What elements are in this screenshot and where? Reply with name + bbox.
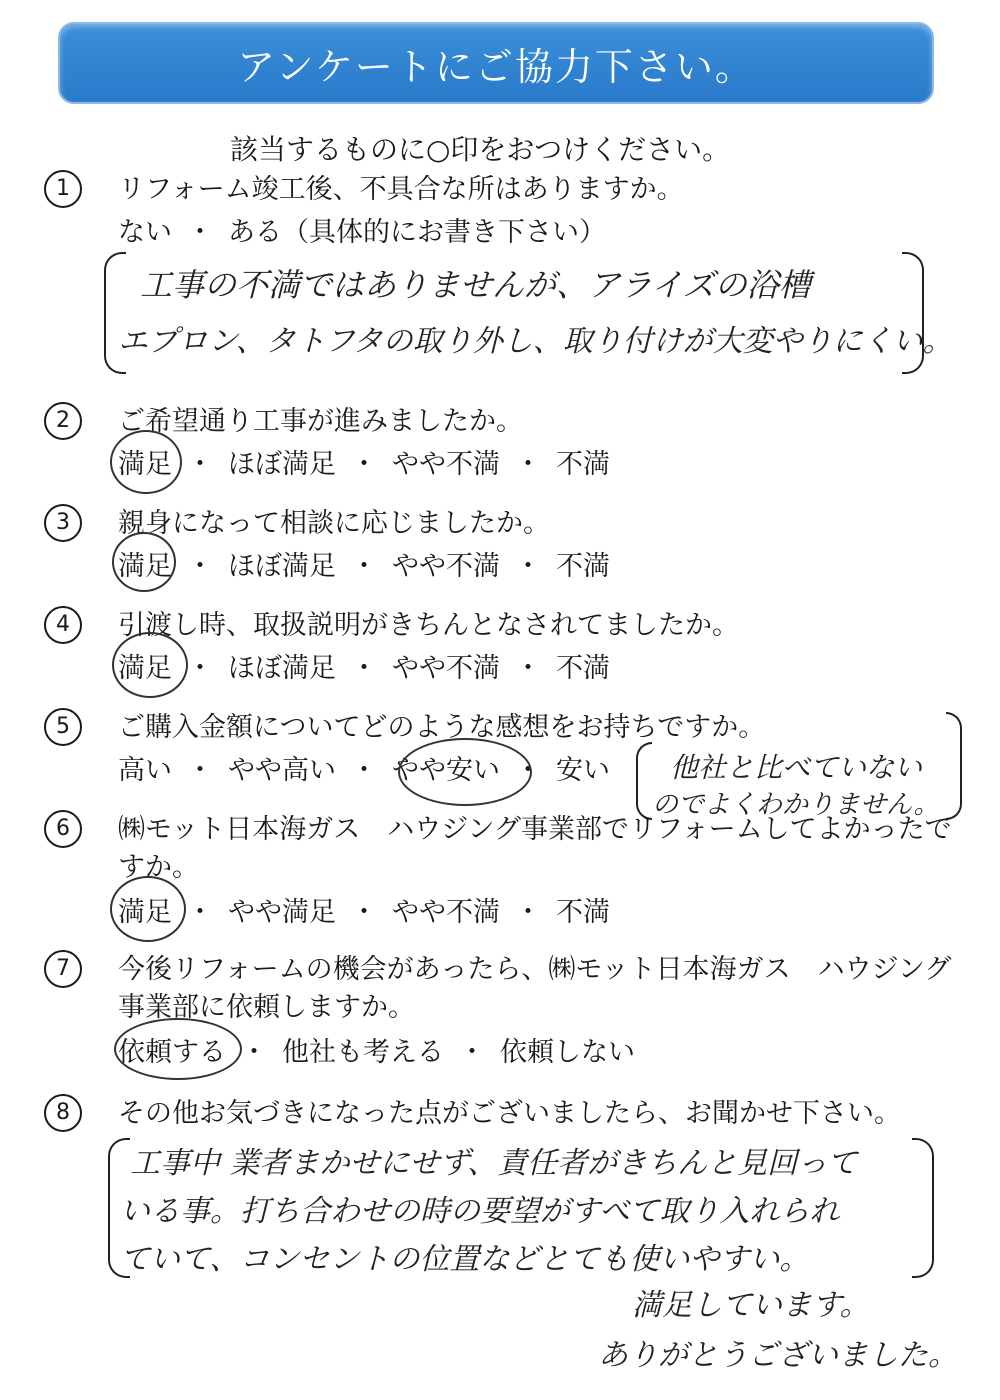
answer-bracket-right [912, 1138, 934, 1278]
survey-title: アンケートにご協力下さい。 [237, 44, 755, 89]
option[interactable]: 不満 [556, 551, 610, 582]
handwritten-answer-line: ていて、コンセントの位置などとても使いやすい。 [120, 1242, 810, 1277]
option-selected[interactable]: 満足 [118, 551, 172, 582]
question-text: 親身になって相談に応じましたか。 [118, 508, 550, 539]
selection-circle [112, 632, 188, 698]
selection-circle [110, 430, 182, 494]
option[interactable]: やや不満 [392, 449, 500, 480]
handwritten-closing-line: 満足しています。 [632, 1288, 870, 1323]
question-text-continued: すか。 [118, 852, 199, 883]
question-text: ご購入金額についてどのような感想をお持ちですか。 [118, 712, 766, 743]
question-text: リフォーム竣工後、不具合な所はありますか。 [118, 174, 684, 205]
option[interactable]: 高い [118, 755, 172, 786]
option-selected[interactable]: やや安い [392, 755, 500, 786]
handwritten-closing-line: ありがとうございました。 [598, 1338, 958, 1373]
question-text: 今後リフォームの機会があったら、㈱モット日本海ガス ハウジング [118, 954, 952, 985]
option[interactable]: 依頼しない [500, 1037, 635, 1068]
option[interactable]: 安い [556, 755, 610, 786]
answer-options: 満足 ・ ほぼ満足 ・ やや不満 ・ 不満 [118, 653, 610, 684]
answer-options: ない ・ ある（具体的にお書き下さい） [118, 217, 606, 248]
question-text-continued: 事業部に依頼しますか。 [118, 992, 415, 1023]
option[interactable]: ない [118, 217, 172, 248]
answer-options: 満足 ・ やや満足 ・ やや不満 ・ 不満 [118, 897, 610, 928]
handwritten-answer-line: エプロン、タトフタの取り外し、取り付けが大変やりにくい。 [118, 324, 953, 359]
question-text: その他お気づきになった点がございましたら、お聞かせ下さい。 [118, 1098, 901, 1129]
option-selected[interactable]: 満足 [118, 653, 172, 684]
answer-options: 満足 ・ ほぼ満足 ・ やや不満 ・ 不満 [118, 449, 610, 480]
option-selected[interactable]: 依頼する [118, 1037, 226, 1068]
answer-options: 依頼する ・ 他社も考える ・ 依頼しない [118, 1037, 635, 1068]
option-selected[interactable]: 満足 [118, 449, 172, 480]
handwritten-answer-line: 工事中 業者まかせにせず、責任者がきちんと見回って [130, 1146, 858, 1181]
instruction-text: 該当するものに○印をおつけください。 [230, 133, 731, 166]
option[interactable]: ほぼ満足 [228, 551, 336, 582]
question-text: ご希望通り工事が進みましたか。 [118, 406, 523, 437]
question-number: 4 [44, 606, 82, 644]
question-text: ㈱モット日本海ガス ハウジング事業部でリフォームしてよかったで [118, 814, 952, 845]
option-selected[interactable]: 満足 [118, 897, 172, 928]
option[interactable]: やや高い [228, 755, 336, 786]
survey-header-banner [58, 22, 934, 104]
question-text: 引渡し時、取扱説明がきちんとなされてましたか。 [118, 610, 739, 641]
answer-options: 満足 ・ ほぼ満足 ・ やや不満 ・ 不満 [118, 551, 610, 582]
handwritten-note-line: のでよくわかりません。 [652, 790, 940, 820]
question-number: 2 [44, 402, 82, 440]
question-number: 5 [44, 708, 82, 746]
question-number: 6 [44, 810, 82, 848]
option[interactable]: 他社も考える [282, 1037, 444, 1068]
option[interactable]: やや不満 [392, 551, 500, 582]
selection-circle [112, 532, 176, 592]
question-number: 3 [44, 504, 82, 542]
option[interactable]: 不満 [556, 897, 610, 928]
option[interactable]: 不満 [556, 653, 610, 684]
handwritten-note-line: 他社と比べていない [670, 751, 923, 784]
handwritten-answer-line: いる事。打ち合わせの時の要望がすべて取り入れられ [120, 1194, 840, 1229]
note-bracket-left [636, 742, 652, 820]
question-number: 8 [44, 1094, 82, 1132]
option[interactable]: ほぼ満足 [228, 653, 336, 684]
selection-circle [398, 738, 532, 806]
option[interactable]: やや不満 [392, 653, 500, 684]
selection-circle [110, 876, 186, 942]
question-number: 7 [44, 950, 82, 988]
selection-circle [114, 1018, 242, 1080]
question-number: 1 [44, 170, 82, 208]
note-bracket-right [946, 712, 962, 820]
answer-options: 高い ・ やや高い ・ やや安い ・ 安い [118, 755, 610, 786]
handwritten-answer-line: 工事の不満ではありませんが、アライズの浴槽 [140, 266, 811, 304]
option[interactable]: 不満 [556, 449, 610, 480]
option[interactable]: ほぼ満足 [228, 449, 336, 480]
option[interactable]: やや不満 [392, 897, 500, 928]
option[interactable]: やや満足 [228, 897, 336, 928]
option[interactable]: ある（具体的にお書き下さい） [228, 217, 606, 248]
